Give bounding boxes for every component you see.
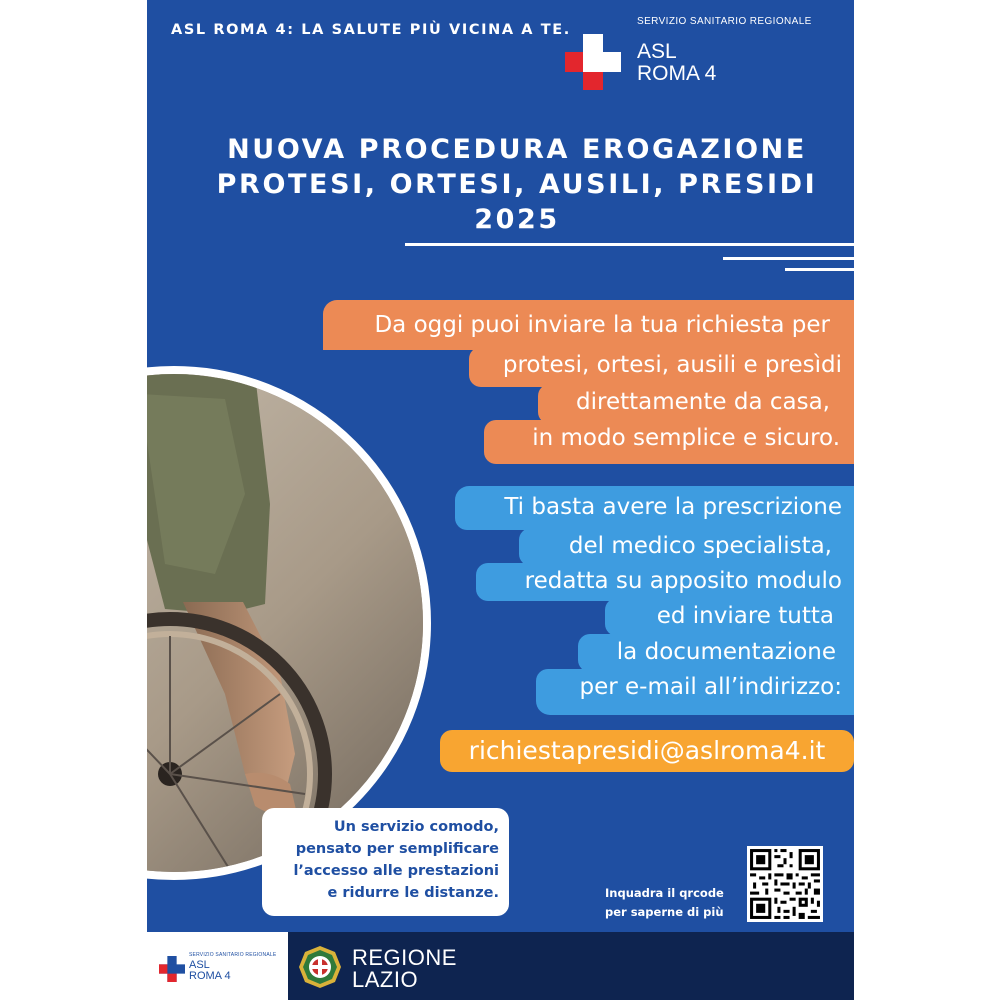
info-orange-line2: protesi, ortesi, ausili e presìdi: [469, 347, 854, 387]
asl-roma4-logo: [565, 14, 845, 94]
footer-asl-line1: ASL: [189, 959, 210, 971]
email-address-link[interactable]: richiestapresidi@aslroma4.it: [440, 730, 854, 772]
poster: [147, 0, 854, 1000]
service-line4: e ridurre le distanze.: [327, 885, 499, 901]
info-orange-line4: in modo semplice e sicuro.: [484, 420, 854, 464]
divider-line-1: [405, 243, 854, 246]
footer-asl-line2: ROMA 4: [189, 970, 231, 982]
service-line1: Un servizio comodo,: [333, 819, 499, 835]
info-blue-line6: per e-mail all’indirizzo:: [536, 669, 854, 715]
page-title: [207, 132, 827, 237]
info-orange-line1: Da oggi puoi inviare la tua richiesta per: [323, 300, 854, 350]
service-line3: l’accesso alle prestazioni: [293, 863, 499, 879]
divider-line-2: [723, 257, 854, 260]
tagline: ASL ROMA 4: LA SALUTE PIÙ VICINA A TE.: [171, 22, 571, 38]
service-info-box: [262, 808, 509, 916]
info-blue-line3: redatta su apposito modulo: [476, 563, 854, 601]
logo-name-line1: ASL: [637, 40, 677, 63]
qr-caption-line1: Inquadra il qrcode: [605, 886, 724, 900]
footer-region-line1: REGIONE: [352, 945, 457, 970]
footer-region-line2: LAZIO: [352, 967, 419, 992]
wheelchair-photo: [147, 366, 431, 880]
qr-code-icon[interactable]: [747, 846, 823, 922]
medical-cross-icon: [159, 956, 185, 982]
regione-lazio-emblem-icon: [298, 945, 342, 989]
wheelchair-illustration: [147, 374, 423, 872]
footer-regione-lazio: [288, 932, 854, 1000]
footer-asl-org: SERVIZIO SANITARIO REGIONALE: [189, 952, 277, 958]
info-blue-line5: la documentazione: [578, 634, 854, 672]
info-blue-line4: ed inviare tutta: [605, 598, 854, 636]
info-blue-line1: Ti basta avere la prescrizione: [455, 486, 854, 530]
divider-line-3: [785, 268, 854, 271]
service-line2: pensato per semplificare: [295, 841, 499, 857]
info-orange-line3: direttamente da casa,: [538, 384, 854, 424]
info-blue-line2: del medico specialista,: [519, 528, 854, 566]
qr-caption-line2: per saperne di più: [605, 905, 724, 919]
medical-cross-icon: [565, 34, 621, 90]
title-line1: NUOVA PROCEDURA EROGAZIONE: [227, 134, 807, 165]
footer-asl-logo: [147, 932, 288, 1000]
title-line2: PROTESI, ORTESI, AUSILI, PRESIDI: [216, 169, 818, 200]
title-line3: 2025: [474, 204, 560, 235]
logo-name-line2: ROMA 4: [637, 62, 717, 85]
logo-org-text: SERVIZIO SANITARIO REGIONALE: [637, 16, 812, 27]
